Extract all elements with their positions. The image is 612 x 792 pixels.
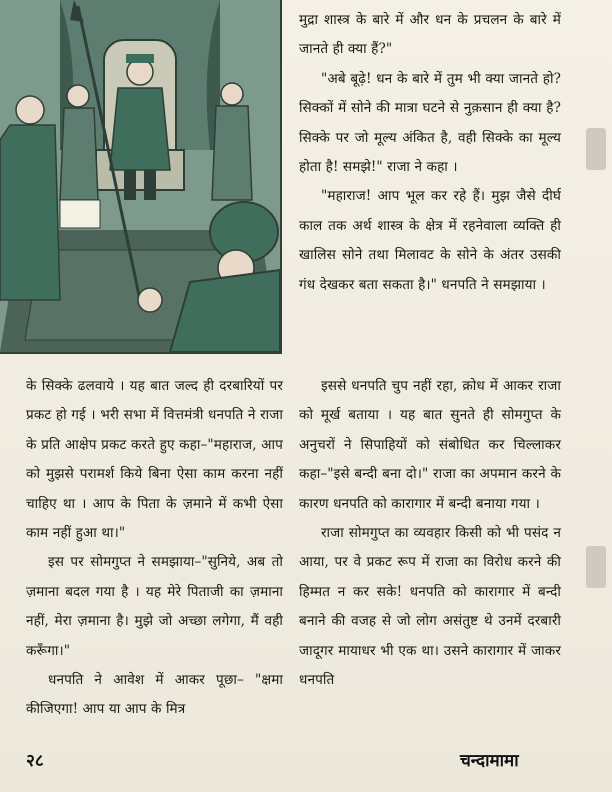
magazine-name: चन्दामामा: [460, 751, 519, 771]
paragraph: के सिक्के ढलवाये । यह बात जल्द ही दरबारियों पर प्रकट हो गई । भरी सभा में वित्तमंत्री धनपति ने राजा के प्रति आक्षेप प्रकट करते हुए कहा–"महाराज, आप को मुझसे परामर्श किये बिना ऐसा काम करना नहीं चाहिए था । आप के पिता के ज़माने में कभी ऐसा काम नहीं हुआ था।": [26, 378, 283, 542]
paragraph: इस पर सोमगुप्त ने समझाया–"सुनिये, अब तो ज़माना बदल गया है । यह मेरे पिताजी का ज़माना नहीं, मेरा ज़माना है। मुझे जो अच्छा लगेगा, मैं वही करूँगा।": [26, 554, 283, 659]
paragraph: धनपति ने आवेश में आकर पूछा– "क्षमा कीजिएगा! आप या आप के मित्र: [26, 672, 283, 718]
paragraph: मुद्रा शास्त्र के बारे में और धन के प्रचलन के बारे में जानते ही क्या हैं?": [299, 12, 561, 58]
paragraph: राजा सोमगुप्त का व्यवहार किसी को भी पसंद न आया, पर वे प्रकट रूप में राजा का विरोध करने की हिम्मत न कर सके! धनपति को कारागार में बन्दी बनाने की वजह से जो लोग असंतुष्ट थे उनमें दरबारी जादूगर मायाधर भी एक था। उसने कारागार में जाकर धनपति: [299, 525, 561, 689]
text-column-left: [26, 372, 283, 725]
page-number: २८: [26, 751, 44, 771]
paragraph: "अबे बूढ़े! धन के बारे में तुम भी क्या जानते हो? सिक्कों में सोने की मात्रा घटने से नुक़सान ही क्या है? सिक्के पर जो मूल्य अंकित है, वही सिक्के का मूल्य होता है! समझे!" राजा ने कहा ।: [299, 70, 561, 176]
paragraph: इससे धनपति चुप नहीं रहा, क्रोध में आकर राजा को मूर्ख बताया । यह बात सुनते ही सोमगुप्त के अनुचरों ने सिपाहियों को संबोधित कर चिल्लाकर कहा–"इसे बन्दी बना दो।" राजा का अपमान करने के कारण धनपति को कारागार में बन्दी बनाया गया ।: [299, 378, 561, 512]
text-column-right-top: [299, 6, 561, 300]
paragraph: "महाराज! आप भूल कर रहे हैं। मुझ जैसे दीर्घ काल तक अर्थ शास्त्र के क्षेत्र में रहनेवाला व्यक्ति ही खालिस सोने तथा मिलावट के सोने के अंतर उसकी गंध देखकर बता सकता है।" धनपति ने समझाया ।: [299, 188, 561, 293]
text-column-right-bottom: [299, 372, 561, 695]
binding-mark: [586, 128, 606, 170]
court-scene-illustration: [0, 0, 282, 354]
binding-mark: [586, 546, 606, 588]
court-scene-drawing: [0, 0, 280, 352]
